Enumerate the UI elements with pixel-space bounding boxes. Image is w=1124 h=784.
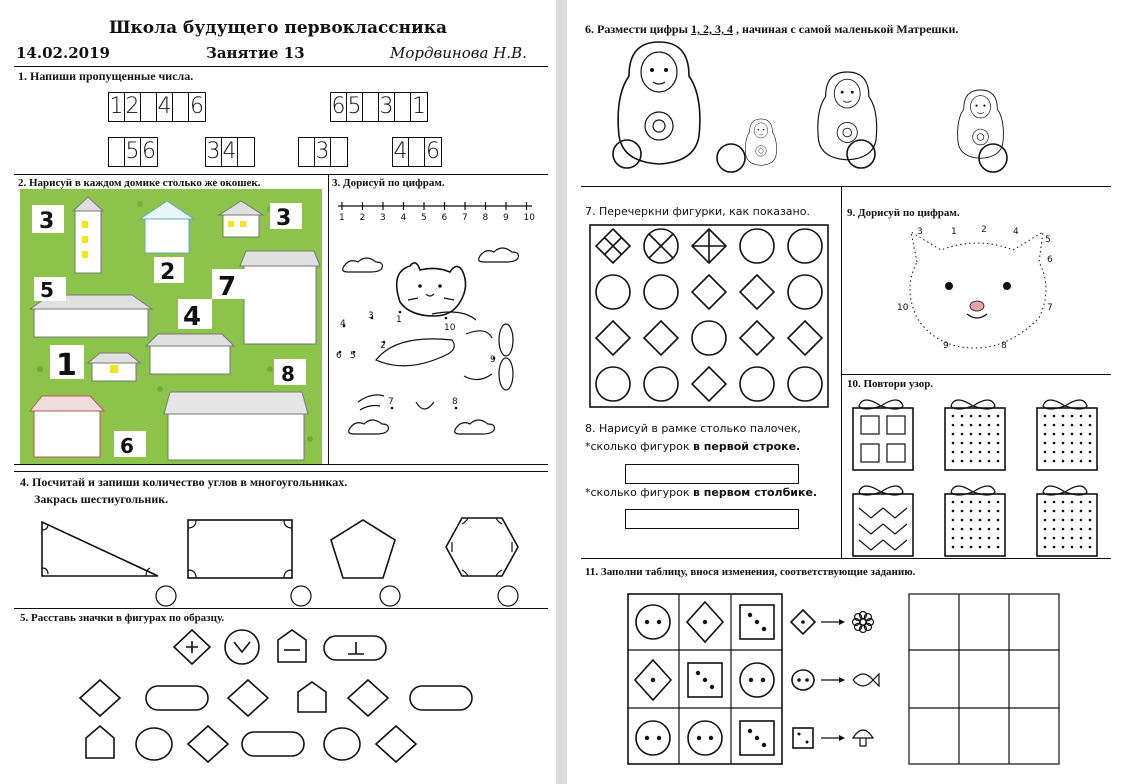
answer-box-column[interactable]	[625, 509, 799, 529]
ruler-tick-label: 5	[421, 213, 427, 223]
task-8-line-1: 8. Нарисуй в рамке столько палочек,	[585, 422, 801, 435]
gift-box	[853, 400, 913, 470]
right-page	[567, 0, 1124, 784]
ruler-tick-label: 1	[339, 213, 345, 223]
polygons-row	[30, 512, 530, 608]
author-name: Мордвинова Н.В.	[390, 44, 527, 62]
task-2-title: 2. Нарисуй в каждом домике столько же окошек.	[18, 177, 261, 189]
task-4-title: 4. Посчитай и запиши количество углов в многоугольниках.	[20, 475, 348, 489]
matryoshka-doll	[745, 119, 776, 165]
gift-box	[853, 486, 913, 556]
house-number: 6	[120, 434, 134, 458]
hexagon	[446, 518, 518, 576]
lesson-date: 14.02.2019	[16, 44, 110, 62]
signs-in-shapes	[70, 626, 530, 766]
number-row-2: 6 5 3 1	[330, 92, 428, 122]
number-row-3: 5 6	[108, 137, 158, 167]
matryoshka-doll	[618, 42, 700, 164]
gift-box	[945, 486, 1005, 556]
house-number: 1	[56, 348, 77, 383]
dot-label: 8	[1001, 341, 1007, 351]
dot-label: 6	[1047, 255, 1053, 265]
grid-diamond	[788, 321, 822, 355]
grid-circle	[644, 275, 678, 309]
number-row-6: 4 6	[392, 137, 442, 167]
grid-circle	[596, 275, 630, 309]
matryoshka-numbers: 1, 2, 3, 4	[690, 22, 733, 36]
dot-label: 4	[340, 319, 346, 329]
dot-label: 1	[396, 315, 402, 325]
matryoshka-doll	[958, 90, 1004, 158]
houses-picture	[20, 189, 322, 464]
ruler-tick-label: 4	[400, 213, 407, 223]
grid-circle	[788, 229, 822, 263]
grid-circle	[596, 367, 630, 401]
task-11-title: 11. Заполни таблицу, внося изменения, соответствующие заданию.	[585, 566, 916, 578]
dot-label: 3	[368, 311, 374, 321]
ruler-tick-label: 9	[503, 213, 509, 223]
dot-label: 6	[336, 351, 342, 361]
matryoshka-row	[617, 42, 1097, 176]
school-title: Школа будущего первоклассника	[108, 18, 448, 38]
task-8-line-3: *сколько фигурок в первом столбике.	[585, 486, 818, 499]
grid-circle	[788, 367, 822, 401]
task-7-title: 7. Перечеркни фигурки, как показано.	[585, 205, 810, 218]
ruler-tick-label: 6	[441, 213, 448, 223]
dot-label: 7	[388, 397, 394, 407]
grid-diamond	[740, 275, 774, 309]
grid-circle	[692, 321, 726, 355]
dot-label: 4	[1013, 227, 1019, 237]
ruler-tick-label: 8	[482, 213, 489, 223]
dot-label: 5	[1045, 235, 1051, 245]
answer-circle	[613, 140, 641, 168]
task-8-line-2: *сколько фигурок в первой строке.	[585, 440, 801, 453]
answer-box-row[interactable]	[625, 464, 799, 484]
rectangle	[188, 520, 292, 578]
gift-box	[1037, 486, 1097, 556]
task-6-title: 6. Размести цифры 1, 2, 3, 4 , начиная с самой маленькой Матрешки.	[585, 22, 959, 36]
task-4-subtitle: Закрась шестиугольник.	[34, 492, 169, 506]
dot-label: 3	[917, 227, 923, 237]
gift-box	[1037, 400, 1097, 470]
task-5-title: 5. Расставь значки в фигурах по образцу.	[20, 612, 225, 624]
number-row-1: 1 2 4 6	[108, 92, 206, 122]
house-number: 7	[218, 272, 237, 302]
grid-circle	[788, 275, 822, 309]
dot-picture-fish	[332, 190, 546, 464]
dot-label: 10	[444, 323, 456, 333]
grid-diamond	[692, 367, 726, 401]
house-number: 2	[160, 260, 176, 285]
pentagon	[331, 520, 395, 578]
grid-diamond	[740, 321, 774, 355]
transform-table	[627, 592, 1059, 768]
task-3-title: 3. Дорисуй по цифрам.	[332, 177, 445, 189]
dot-label: 7	[1047, 303, 1053, 313]
dot-label: 2	[981, 225, 987, 235]
answer-circle	[847, 140, 875, 168]
grid-circle	[644, 367, 678, 401]
house-number: 3	[276, 206, 292, 231]
house-number: 3	[39, 209, 55, 234]
dot-label: 9	[943, 341, 949, 351]
gift-patterns	[853, 392, 1107, 558]
ruler-tick-label: 2	[359, 213, 366, 223]
house-number: 8	[281, 362, 295, 386]
house-number: 5	[40, 278, 54, 302]
dot-label: 5	[350, 351, 356, 361]
cross-out-shapes-grid	[589, 224, 829, 408]
task-1-title: 1. Напиши пропущенные числа.	[18, 69, 194, 83]
task-10-title: 10. Повтори узор.	[847, 378, 934, 390]
gift-box	[945, 400, 1005, 470]
ruler-tick-label: 10	[523, 213, 535, 223]
dot-label: 1	[951, 227, 957, 237]
dot-label: 8	[452, 397, 458, 407]
matryoshka-doll	[818, 72, 877, 160]
ruler-tick-label: 7	[462, 213, 468, 223]
left-page	[0, 0, 556, 784]
grid-diamond	[644, 321, 678, 355]
grid-diamond	[596, 321, 630, 355]
number-row-4: 3 4	[205, 137, 255, 167]
lesson-number: Занятие 13	[206, 44, 305, 62]
grid-circle	[740, 367, 774, 401]
dot-label: 2	[380, 341, 386, 351]
grid-circle	[740, 229, 774, 263]
triangle	[42, 522, 158, 576]
dot-label: 10	[897, 303, 909, 313]
answer-circle	[717, 144, 745, 172]
grid-diamond	[692, 275, 726, 309]
dot-label: 9	[490, 355, 496, 365]
task-9-title: 9. Дорисуй по цифрам.	[847, 207, 960, 219]
dot-picture-cat	[897, 222, 1057, 352]
house-number: 4	[183, 302, 202, 332]
number-row-5: 3	[298, 137, 348, 167]
ruler-tick-label: 3	[380, 213, 386, 223]
